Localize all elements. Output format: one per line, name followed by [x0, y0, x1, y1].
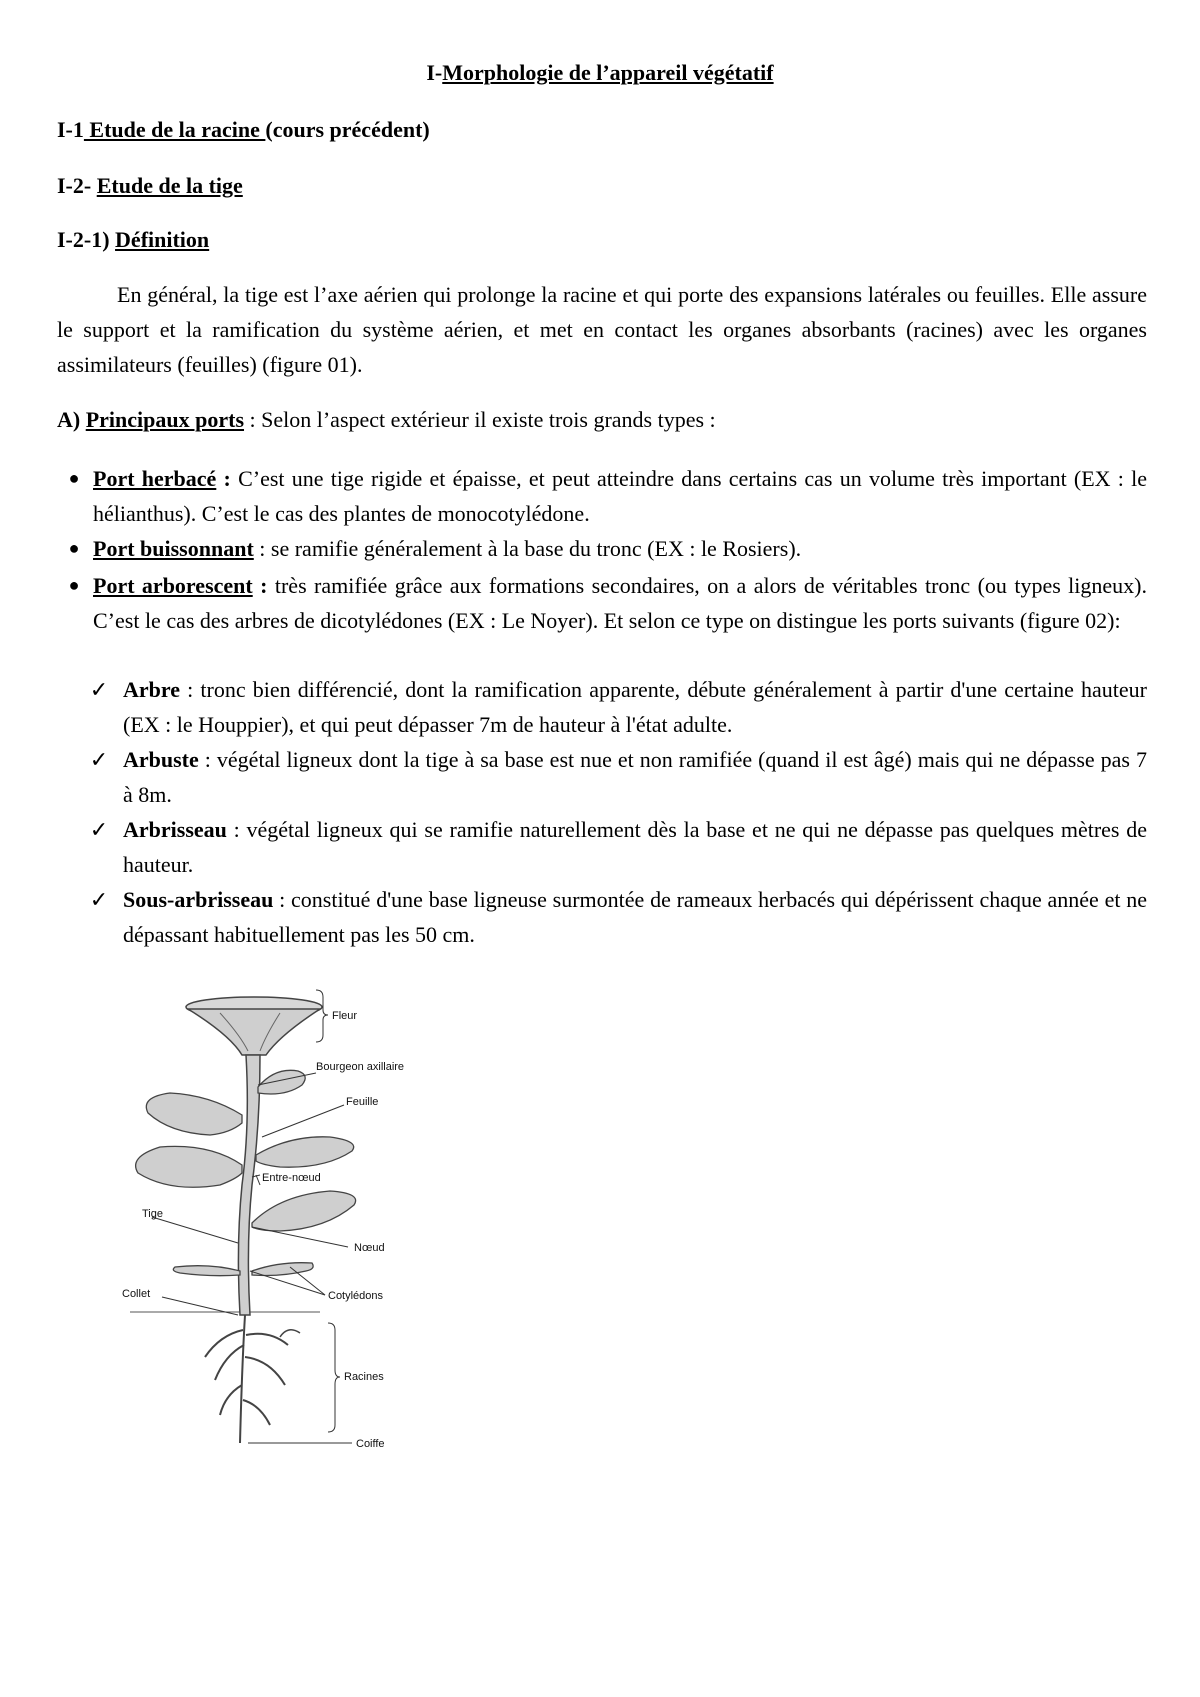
title-main: Morphologie de l’appareil végétatif — [442, 60, 774, 85]
label-tige: Tige — [142, 1208, 163, 1220]
list-item — [57, 568, 1147, 673]
list-item-term: Port arborescent — [93, 573, 253, 598]
checkmark-icon: ✓ — [89, 817, 109, 842]
heading-i1-suffix: (cours précédent) — [265, 117, 430, 142]
heading-a-title: Principaux ports — [85, 407, 245, 432]
definition-paragraph — [57, 277, 1147, 382]
label-noeud: Nœud — [354, 1242, 385, 1254]
list-item-sep: : — [216, 466, 239, 491]
bullet-icon: ● — [68, 468, 80, 488]
heading-i2-prefix: I-2- — [57, 173, 97, 198]
heading-i2 — [57, 168, 243, 203]
checkmark-icon: ✓ — [89, 747, 109, 772]
sub-list-item-text — [123, 742, 1147, 812]
sub-list-item-sep: : — [198, 747, 217, 772]
sub-list-item-sep: : — [180, 677, 201, 702]
label-bourgeon: Bourgeon axillaire — [316, 1061, 405, 1073]
sub-list-item-term: Arbre — [123, 677, 181, 702]
sub-list-item-term: Sous-arbrisseau — [123, 887, 274, 912]
heading-i21-prefix: I-2-1) — [57, 227, 116, 252]
sub-list-item-text — [123, 882, 1147, 952]
bullet-icon: ● — [68, 538, 80, 558]
list-item-sep: : — [252, 573, 275, 598]
heading-i1-title: Etude de la racine — [83, 117, 266, 142]
plant-diagram-figure — [122, 985, 490, 1460]
sub-list-item-body: végétal ligneux qui se ramifie naturellement dès la base et ne qui ne dépasse pas quelques mètres de hauteur. — [123, 817, 1147, 877]
page-title — [0, 55, 1200, 90]
label-feuille: Feuille — [346, 1096, 379, 1108]
list-item-text — [93, 568, 1147, 638]
sub-list-item-sep: : — [273, 887, 292, 912]
title-prefix: I- — [426, 60, 443, 85]
heading-i1 — [57, 112, 430, 147]
label-cotyledons: Cotylédons — [328, 1290, 384, 1302]
list-item-body: C’est une tige rigide et épaisse, et peut atteindre dans certains cas un volume très important (EX : le hélianthus). C’est le cas des plantes de monocotylédone. — [93, 466, 1148, 526]
list-item-sep: : — [253, 536, 271, 561]
heading-i21-title: Définition — [115, 227, 210, 252]
sub-list-item-body: constitué d'une base ligneuse surmontée de rameaux herbacés qui dépérissent chaque année et ne dépassant habituellement pas les 50 cm. — [123, 887, 1147, 947]
sub-list-item — [85, 812, 1147, 882]
bullet-icon: ● — [68, 575, 80, 595]
list-item-body: se ramifie généralement à la base du tronc (EX : le Rosiers). — [270, 536, 802, 561]
heading-i21 — [57, 222, 209, 257]
label-racines: Racines — [344, 1371, 384, 1383]
sub-list-item-text — [123, 672, 1147, 742]
flower-shape — [186, 997, 322, 1055]
definition-text: En général, la tige est l’axe aérien qui prolonge la racine et qui porte des expansions latérales ou feuilles. Elle assure le support et la ramification du système aérien, et met en contact les organes absorbants (racines) avec les organes assimilateurs (feuilles) (figure 01). — [57, 282, 1147, 377]
checkmark-icon: ✓ — [89, 887, 109, 912]
stem-shape — [238, 1055, 260, 1315]
label-fleur: Fleur — [332, 1010, 358, 1022]
heading-a-prefix: A) — [57, 407, 86, 432]
heading-i1-prefix: I-1 — [57, 117, 84, 142]
list-item-text — [93, 461, 1147, 531]
heading-a-rest: : Selon l’aspect extérieur il existe trois grands types : — [244, 407, 716, 432]
list-item-term: Port herbacé — [93, 466, 217, 491]
sub-list-item — [85, 882, 1147, 952]
list-item-text — [93, 531, 1147, 566]
sub-list-item-sep: : — [226, 817, 247, 842]
sub-list-item-term: Arbrisseau — [123, 817, 227, 842]
checkmark-icon: ✓ — [89, 677, 109, 702]
label-collet: Collet — [122, 1288, 151, 1300]
sub-list-item — [85, 672, 1147, 742]
sub-list-item-body: végétal ligneux dont la tige à sa base est nue et non ramifiée (quand il est âgé) mais qui ne dépasse pas 7 à 8m. — [123, 747, 1147, 807]
heading-i2-title: Etude de la tige — [96, 173, 243, 198]
roots-shape — [205, 1315, 300, 1443]
sub-list-item-text — [123, 812, 1147, 882]
list-item-term: Port buissonnant — [93, 536, 254, 561]
sub-list-item — [85, 742, 1147, 812]
sub-list-item-body: tronc bien différencié, dont la ramification apparente, débute généralement à partir d'une certaine hauteur (EX : le Houppier), et qui peut dépasser 7m de hauteur à l'état adulte. — [123, 677, 1147, 737]
list-item-body: très ramifiée grâce aux formations secondaires, on a alors de véritables tronc (ou types ligneux). C’est le cas des arbres de dicotylédones (EX : Le Noyer). Et selon ce type on distingue les ports suivants (figure 02): — [93, 573, 1147, 633]
heading-a — [57, 402, 716, 437]
label-entre-noeud: Entre-nœud — [262, 1172, 321, 1184]
sub-list-item-term: Arbuste — [123, 747, 199, 772]
list-item — [57, 461, 1147, 531]
list-item — [57, 531, 1147, 566]
label-coiffe: Coiffe — [356, 1438, 385, 1450]
